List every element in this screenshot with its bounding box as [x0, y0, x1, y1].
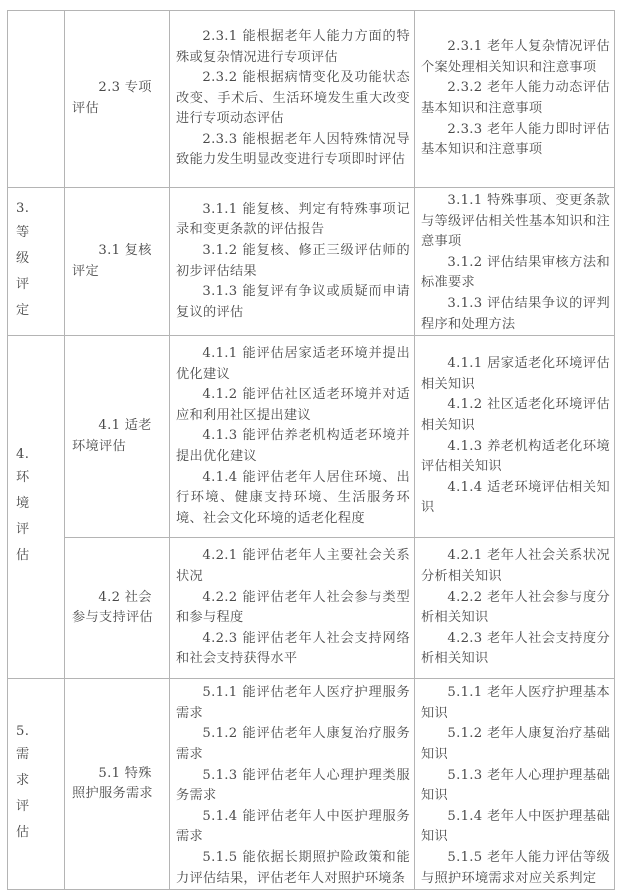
knowledge-cell: [415, 188, 615, 336]
category-char: 等: [16, 224, 30, 240]
category-number: 5.: [16, 723, 30, 739]
category-cell: [8, 679, 65, 890]
skill-item: 5.1.2 能评估老年人康复治疗服务需求: [176, 726, 410, 762]
category-cell: [8, 188, 65, 336]
category-number: 3.: [16, 201, 30, 217]
unit-label: 4.2 社会参与支持评估: [72, 589, 153, 626]
table-row: [8, 336, 615, 538]
category-char: 级: [16, 250, 30, 266]
knowledge-item: 4.1.4 适老环境评估相关知识: [421, 479, 610, 516]
unit-cell: [65, 11, 170, 188]
skill-item: 3.1.3 能复评有争议或质疑而申请复议的评估: [176, 284, 410, 320]
skill-item: 4.2.3 能评估老年人社会支持网络和社会支持获得水平: [176, 630, 410, 667]
skill-item: 3.1.2 能复核、修正三级评估师的初步评估结果: [176, 242, 410, 279]
table-row: [8, 538, 615, 679]
unit-label: 2.3 专项评估: [72, 80, 152, 116]
skill-requirements-cell: [170, 336, 415, 538]
table-row: [8, 679, 615, 890]
skill-item: 2.3.2 能根据病情变化及功能状态改变、手术后、生活环境发生重大改变进行专项动态评估: [176, 70, 410, 127]
category-char: 环: [16, 470, 30, 486]
unit-label: 5.1 特殊照护服务需求: [72, 765, 153, 802]
knowledge-cell: [415, 679, 615, 890]
skill-item: 5.1.5 能依据长期照护险政策和能力评估结果，评估老年人对照护环境条: [176, 849, 410, 886]
skill-requirements-cell: [170, 11, 415, 188]
skill-item: 4.2.2 能评估老年人社会参与类型和参与程度: [176, 589, 410, 626]
table-row: [8, 188, 615, 336]
knowledge-item: 2.3.1 老年人复杂情况评估个案处理相关知识和注意事项: [421, 39, 610, 75]
skill-item: 3.1.1 能复核、判定有特殊事项记录和变更条款的评估报告: [176, 201, 410, 238]
skill-requirements-cell: [170, 538, 415, 679]
skill-item: 2.3.3 能根据老年人因特殊情况导致能力发生明显改变进行专项即时评估: [176, 131, 410, 168]
category-cell: [8, 336, 65, 679]
knowledge-item: 5.1.4 老年人中医护理基础知识: [421, 808, 610, 845]
knowledge-cell: [415, 336, 615, 538]
knowledge-item: 2.3.2 老年人能力动态评估基本知识和注意事项: [421, 80, 610, 116]
skill-requirements-cell: [170, 188, 415, 336]
knowledge-item: 5.1.5 老年人能力评估等级与照护环境需求对应关系判定: [421, 849, 610, 886]
category-char: 估: [16, 548, 30, 564]
unit-cell: [65, 336, 170, 538]
skill-item: 4.1.3 能评估养老机构适老环境并提出优化建议: [176, 428, 410, 464]
skills-requirements-table: [7, 10, 615, 890]
category-char: 求: [16, 773, 30, 789]
skill-item: 4.1.1 能评估居家适老环境并提出优化建议: [176, 345, 410, 382]
unit-label: 4.1 适老环境评估: [72, 418, 152, 454]
skill-item: 5.1.4 能评估老年人中医护理服务需求: [176, 808, 410, 845]
knowledge-item: 3.1.3 评估结果争议的评判程序和处理方法: [421, 295, 610, 332]
skill-item: 2.3.1 能根据老年人能力方面的特殊或复杂情况进行专项评估: [176, 28, 410, 65]
skill-item: 4.2.1 能评估老年人主要社会关系状况: [176, 548, 410, 584]
category-char: 评: [16, 276, 30, 292]
category-number: 4.: [16, 446, 30, 462]
knowledge-item: 4.1.1 居家适老化环境评估相关知识: [421, 356, 610, 392]
table-row: [8, 11, 615, 188]
skill-item: 4.1.2 能评估社区适老环境并对适应和利用社区提出建议: [176, 387, 410, 423]
skill-item: 5.1.1 能评估老年人医疗护理服务需求: [176, 685, 410, 721]
knowledge-item: 5.1.3 老年人心理护理基础知识: [421, 767, 610, 804]
category-char: 境: [16, 496, 30, 512]
knowledge-item: 4.1.3 养老机构适老化环境评估相关知识: [421, 438, 610, 475]
knowledge-item: 4.2.2 老年人社会参与度分析相关知识: [421, 589, 610, 626]
knowledge-item: 5.1.1 老年人医疗护理基本知识: [421, 685, 610, 721]
knowledge-cell: [415, 538, 615, 679]
knowledge-item: 3.1.1 特殊事项、变更条款与等级评估相关性基本知识和注意事项: [421, 193, 610, 250]
knowledge-item: 4.2.3 老年人社会支持度分析相关知识: [421, 630, 610, 667]
unit-cell: [65, 538, 170, 679]
skill-item: 5.1.3 能评估老年人心理护理类服务需求: [176, 767, 410, 804]
category-char: 需: [16, 747, 30, 763]
unit-label: 3.1 复核评定: [72, 242, 152, 279]
skill-requirements-cell: [170, 679, 415, 890]
knowledge-item: 5.1.2 老年人康复治疗基础知识: [421, 726, 610, 762]
category-char: 评: [16, 799, 30, 815]
knowledge-item: 2.3.3 老年人能力即时评估基本知识和注意事项: [421, 121, 610, 158]
skill-item: 4.1.4 能评估老年人居住环境、出行环境、健康支持环境、生活服务环境、社会文化环境的适老化程度: [176, 469, 410, 526]
unit-cell: [65, 188, 170, 336]
knowledge-cell: [415, 11, 615, 188]
category-char: 定: [16, 302, 30, 318]
unit-cell: [65, 679, 170, 890]
category-char: 估: [16, 825, 30, 841]
category-cell-continued: [8, 11, 65, 188]
knowledge-item: 4.2.1 老年人社会关系状况分析相关知识: [421, 548, 610, 584]
knowledge-item: 3.1.2 评估结果审核方法和标准要求: [421, 254, 610, 291]
category-char: 评: [16, 522, 30, 538]
knowledge-item: 4.1.2 社区适老化环境评估相关知识: [421, 397, 610, 434]
